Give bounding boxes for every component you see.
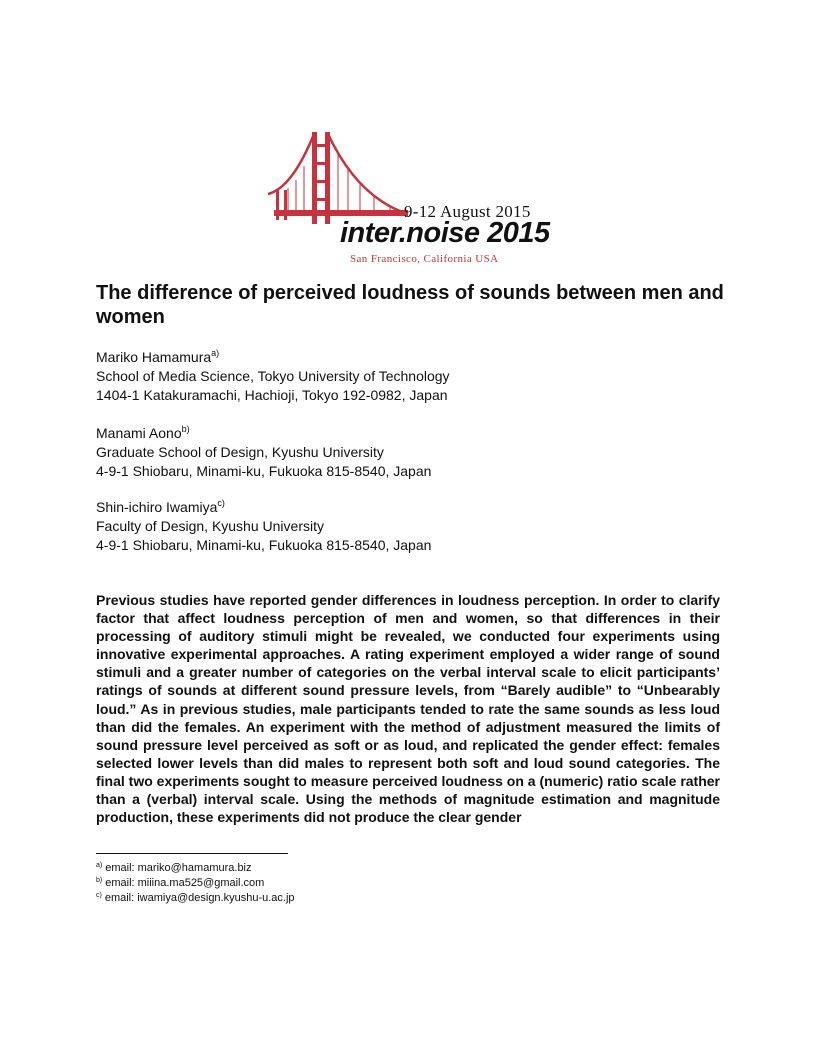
- conference-logo: [268, 128, 558, 270]
- author-affiliation: Faculty of Design, Kyushu University: [96, 518, 324, 534]
- footnote: $^{c)}$ email: iwamiya@design.kyushu-u.ac.jp: [96, 892, 295, 904]
- paper-title: The difference of perceived loudness of sounds between men and women: [96, 282, 724, 328]
- author-block: [96, 424, 716, 481]
- conference-brand: inter.noise 2015: [340, 217, 550, 249]
- conference-date: 9-12 August 2015: [404, 202, 531, 221]
- author-block: [96, 498, 716, 555]
- author-marker: a): [211, 348, 220, 358]
- conference-location: San Francisco, California USA: [350, 253, 499, 265]
- author-name: Mariko Hamamura$^{a)}$: [96, 348, 220, 365]
- footnote-divider: [96, 853, 288, 854]
- author-name: Manami Aono$^{b)}$: [96, 424, 190, 441]
- golden-gate-bridge-icon: [268, 128, 408, 228]
- author-affiliation: Graduate School of Design, Kyushu University: [96, 444, 384, 460]
- author-affiliation: School of Media Science, Tokyo University of Technology: [96, 368, 450, 384]
- author-block: [96, 348, 716, 405]
- abstract-text: Previous studies have reported gender differences in loudness perception. In order to clarify factor that affect loudness perception of men and women, so that differences in their processing of auditory stimuli might be revealed, we conducted four experiments using innovative experimental approaches. A rating experiment employed a wider range of sound stimuli and a greater number of categories on the verbal interval scale to elicit participants’ ratings of sounds at different sound pressure levels, from “Barely audible” to “Unbearably loud.” As in previous studies, male participants tended to rate the same sounds as less loud than did the females. An experiment with the method of adjustment measured the limits of sound pressure level perceived as soft or as loud, and replicated the gender effect: females selected lower levels than did males to represent both soft and loud sound categories. The final two experiments sought to measure perceived loudness on a (numeric) ratio scale rather than a (verbal) interval scale. Using the methods of magnitude estimation and magnitude production, these experiments did not produce the clear gender: [96, 592, 720, 826]
- author-address: 1404-1 Katakuramachi, Hachioji, Tokyo 192-0982, Japan: [96, 387, 448, 403]
- author-name: Shin-ichiro Iwamiya$^{c)}$: [96, 498, 225, 515]
- author-marker: c): [217, 498, 225, 508]
- author-address: 4-9-1 Shiobaru, Minami-ku, Fukuoka 815-8540, Japan: [96, 537, 432, 553]
- author-address: 4-9-1 Shiobaru, Minami-ku, Fukuoka 815-8540, Japan: [96, 463, 432, 479]
- author-marker: b): [181, 424, 190, 434]
- footnote: $^{a)}$ email: mariko@hamamura.biz: [96, 862, 252, 874]
- footnotes: [96, 861, 295, 906]
- footnote: $^{b)}$ email: miiina.ma525@gmail.com: [96, 877, 265, 889]
